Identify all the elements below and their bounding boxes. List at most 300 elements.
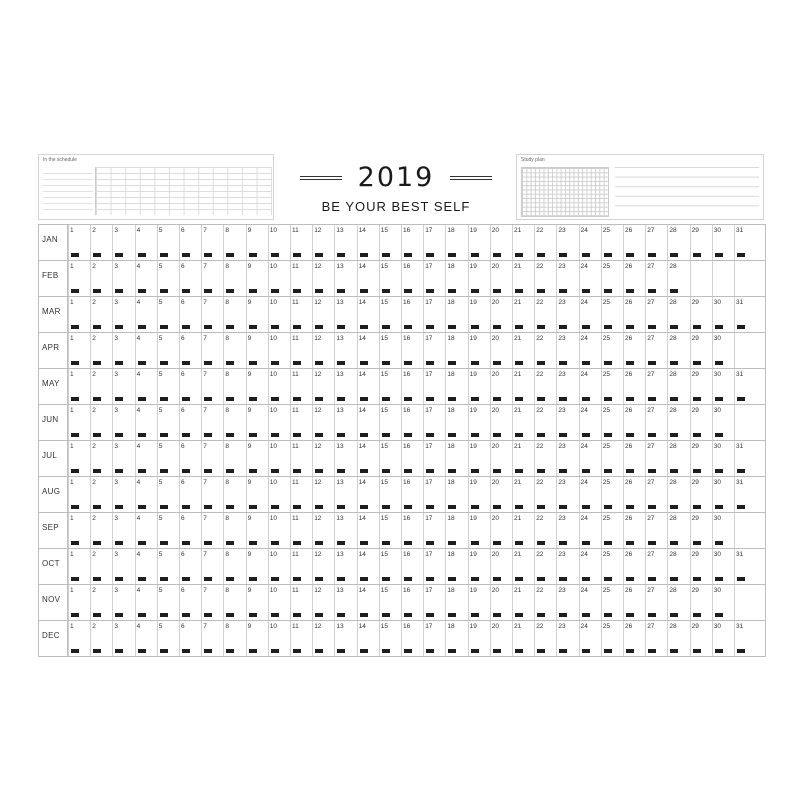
day-number: 4: [136, 479, 141, 486]
day-number: 12: [314, 515, 322, 522]
weekday-marker: [493, 649, 501, 653]
day-cell: [445, 261, 467, 296]
day-cell: [179, 513, 201, 548]
day-number: 7: [203, 479, 207, 486]
weekday-marker: [115, 541, 123, 545]
weekday-marker: [93, 613, 101, 617]
weekday-marker: [271, 289, 279, 293]
day-number: 1: [70, 227, 74, 234]
day-cell: [290, 261, 312, 296]
day-cell: [312, 405, 334, 440]
weekday-marker: [670, 541, 678, 545]
day-cell: [490, 621, 512, 656]
day-cell: [512, 477, 534, 512]
day-number: 10: [269, 407, 278, 414]
day-cell: [512, 225, 534, 260]
day-number: 10: [269, 623, 278, 630]
day-number: 29: [691, 551, 699, 558]
weekday-marker: [626, 361, 634, 365]
day-number: 24: [580, 551, 588, 558]
day-number: 11: [292, 479, 299, 486]
weekday-marker: [182, 541, 190, 545]
day-cell: [490, 513, 512, 548]
weekday-marker: [204, 289, 212, 293]
weekday-marker: [559, 253, 567, 257]
weekday-marker: [160, 649, 168, 653]
weekday-marker: [559, 361, 567, 365]
day-cell: [179, 585, 201, 620]
month-row-sep: [39, 513, 765, 549]
day-cell: [334, 549, 356, 584]
day-cell: [490, 297, 512, 332]
day-cell: [135, 513, 157, 548]
weekday-marker: [71, 649, 79, 653]
weekday-marker: [93, 505, 101, 509]
weekday-marker: [737, 325, 745, 329]
day-number: 25: [602, 515, 611, 522]
day-cell: [246, 621, 268, 656]
day-cell: [490, 369, 512, 404]
day-cell: [357, 333, 379, 368]
weekday-marker: [537, 433, 545, 437]
day-number: 3: [114, 227, 119, 234]
day-number: 18: [447, 407, 455, 414]
day-cell: [379, 477, 401, 512]
day-number: 5: [158, 479, 163, 486]
weekday-marker: [93, 469, 101, 473]
day-number: 9: [247, 335, 252, 342]
day-number: 23: [558, 227, 566, 234]
weekday-marker: [249, 289, 257, 293]
day-cell: [601, 297, 623, 332]
weekday-marker: [204, 649, 212, 653]
weekday-marker: [471, 289, 479, 293]
weekday-marker: [693, 613, 701, 617]
weekday-marker: [537, 469, 545, 473]
day-cell: [423, 261, 445, 296]
weekday-marker: [426, 325, 434, 329]
day-cell: [623, 261, 645, 296]
day-number: 9: [247, 515, 252, 522]
day-cell: [379, 333, 401, 368]
weekday-marker: [604, 397, 612, 401]
day-number: 7: [203, 623, 207, 630]
day-number: 21: [514, 371, 522, 378]
schedule-panel: [38, 154, 274, 220]
weekday-marker: [360, 325, 368, 329]
day-number: 4: [136, 263, 141, 270]
day-number: 24: [580, 299, 588, 306]
day-number: 24: [580, 335, 588, 342]
day-number: 2: [92, 587, 96, 594]
day-number: 17: [425, 227, 433, 234]
day-cell: [223, 513, 245, 548]
day-cell: [423, 585, 445, 620]
day-number: 31: [736, 371, 744, 378]
day-number: 17: [425, 407, 433, 414]
day-number: 23: [558, 371, 566, 378]
day-number: 29: [691, 515, 699, 522]
weekday-marker: [182, 253, 190, 257]
day-cell: [445, 225, 467, 260]
day-cell: [112, 405, 134, 440]
day-number: 24: [580, 587, 588, 594]
day-cell: [246, 261, 268, 296]
weekday-marker: [737, 505, 745, 509]
day-number: 12: [314, 479, 322, 486]
weekday-marker: [626, 469, 634, 473]
weekday-marker: [71, 577, 79, 581]
day-cell: [157, 585, 179, 620]
day-cell: [667, 333, 689, 368]
month-row-apr: [39, 333, 765, 369]
day-cell: [712, 477, 734, 512]
day-cell: [579, 441, 601, 476]
day-cell: [468, 585, 490, 620]
day-cell: [135, 621, 157, 656]
weekday-marker: [471, 649, 479, 653]
weekday-marker: [404, 361, 412, 365]
day-number: 28: [669, 371, 677, 378]
day-cell: [179, 441, 201, 476]
day-cell: [534, 297, 556, 332]
day-cell: [357, 513, 379, 548]
day-cell: [423, 369, 445, 404]
weekday-marker: [448, 325, 456, 329]
weekday-marker: [670, 325, 678, 329]
day-number: 14: [358, 335, 366, 342]
weekday-marker: [404, 433, 412, 437]
weekday-marker: [559, 649, 567, 653]
day-cell: [290, 513, 312, 548]
weekday-marker: [249, 397, 257, 401]
day-number: 14: [358, 551, 366, 558]
day-number: 6: [181, 443, 185, 450]
day-cell: [645, 441, 667, 476]
day-number: 10: [269, 479, 278, 486]
day-number: 8: [225, 227, 230, 234]
weekday-marker: [426, 433, 434, 437]
day-cell: [334, 261, 356, 296]
weekday-marker: [226, 469, 234, 473]
day-number: 10: [269, 263, 278, 270]
day-cell: [601, 477, 623, 512]
day-cell: [690, 477, 712, 512]
day-cell: [712, 369, 734, 404]
day-number: 27: [647, 371, 655, 378]
day-number: 19: [469, 299, 477, 306]
day-cell: [445, 405, 467, 440]
day-cell: [112, 369, 134, 404]
day-number: 4: [136, 371, 141, 378]
weekday-marker: [226, 433, 234, 437]
day-number: 15: [380, 443, 389, 450]
day-cell: [312, 333, 334, 368]
day-number: 30: [713, 227, 722, 234]
day-cell: [579, 513, 601, 548]
weekday-marker: [182, 613, 190, 617]
day-number: 28: [669, 623, 677, 630]
day-cell: [379, 585, 401, 620]
weekday-marker: [315, 289, 323, 293]
weekday-marker: [604, 541, 612, 545]
day-number: 1: [70, 623, 74, 630]
day-number: 26: [625, 587, 633, 594]
weekday-marker: [582, 541, 590, 545]
weekday-marker: [582, 649, 590, 653]
day-number: 5: [158, 407, 163, 414]
weekday-marker: [160, 505, 168, 509]
weekday-marker: [293, 577, 301, 581]
day-cell: [312, 261, 334, 296]
day-number: 31: [736, 227, 744, 234]
study-plan-lines: [615, 167, 759, 215]
day-cell: [445, 477, 467, 512]
weekday-marker: [604, 361, 612, 365]
day-cell: [423, 405, 445, 440]
day-number: 7: [203, 263, 207, 270]
weekday-marker: [71, 469, 79, 473]
day-number: 1: [70, 443, 74, 450]
weekday-marker: [160, 325, 168, 329]
day-cell: [334, 405, 356, 440]
weekday-marker: [271, 361, 279, 365]
day-number: 15: [380, 623, 389, 630]
day-cell: [157, 549, 179, 584]
day-cell: [290, 369, 312, 404]
weekday-marker: [115, 613, 123, 617]
weekday-marker: [715, 505, 723, 509]
weekday-marker: [271, 253, 279, 257]
day-cell: [601, 405, 623, 440]
day-number: 19: [469, 623, 477, 630]
day-cell: [90, 225, 112, 260]
weekday-marker: [93, 433, 101, 437]
day-cell: [534, 621, 556, 656]
day-cell: [223, 225, 245, 260]
day-cell: [623, 477, 645, 512]
weekday-marker: [471, 433, 479, 437]
day-cell: [290, 477, 312, 512]
weekday-marker: [737, 253, 745, 257]
day-number: 1: [70, 479, 74, 486]
day-cell: [468, 477, 490, 512]
day-number: 5: [158, 515, 163, 522]
weekday-marker: [226, 613, 234, 617]
day-number: 17: [425, 479, 433, 486]
weekday-marker: [404, 505, 412, 509]
day-cell: [534, 513, 556, 548]
day-cell: [179, 477, 201, 512]
day-cell: [357, 621, 379, 656]
day-cell: [90, 297, 112, 332]
day-number: 9: [247, 299, 252, 306]
day-cells: [68, 225, 765, 260]
weekday-marker: [204, 325, 212, 329]
weekday-marker: [204, 613, 212, 617]
day-cell: [579, 477, 601, 512]
day-number: 17: [425, 551, 433, 558]
day-number: 30: [713, 551, 722, 558]
day-cell: [246, 477, 268, 512]
day-number: 29: [691, 335, 699, 342]
day-cell: [601, 621, 623, 656]
day-cell: [179, 621, 201, 656]
day-number: 15: [380, 407, 389, 414]
weekday-marker: [249, 541, 257, 545]
day-number: 15: [380, 227, 389, 234]
day-cell: [290, 405, 312, 440]
weekday-marker: [249, 361, 257, 365]
day-number: 12: [314, 335, 322, 342]
day-number: 27: [647, 407, 655, 414]
weekday-marker: [315, 541, 323, 545]
day-number: 29: [691, 623, 699, 630]
month-row-may: [39, 369, 765, 405]
weekday-marker: [249, 649, 257, 653]
day-number: 17: [425, 335, 433, 342]
weekday-marker: [515, 289, 523, 293]
day-cell: [379, 261, 401, 296]
day-cell: [379, 225, 401, 260]
day-cell: [623, 225, 645, 260]
day-number: 29: [691, 407, 699, 414]
weekday-marker: [293, 361, 301, 365]
day-cell: [690, 585, 712, 620]
weekday-marker: [71, 613, 79, 617]
day-number: 12: [314, 587, 322, 594]
day-cell: [712, 549, 734, 584]
weekday-marker: [382, 577, 390, 581]
month-row-nov: [39, 585, 765, 621]
day-cell: [112, 585, 134, 620]
month-label: DEC: [42, 631, 60, 640]
day-cell: [179, 549, 201, 584]
day-cell: [712, 621, 734, 656]
day-number: 9: [247, 407, 252, 414]
day-cell: [623, 441, 645, 476]
weekday-marker: [471, 325, 479, 329]
day-cell: [312, 225, 334, 260]
weekday-marker: [337, 541, 345, 545]
day-cell: [334, 333, 356, 368]
weekday-marker: [448, 253, 456, 257]
day-cell: [312, 549, 334, 584]
weekday-marker: [204, 397, 212, 401]
day-number: 25: [602, 371, 611, 378]
day-cell: [334, 369, 356, 404]
day-number: 1: [70, 515, 74, 522]
day-number: 29: [691, 479, 699, 486]
day-number: 13: [336, 299, 344, 306]
day-number: 17: [425, 623, 433, 630]
day-cell: [312, 621, 334, 656]
weekday-marker: [448, 289, 456, 293]
month-label-cell: [39, 621, 68, 656]
day-number: 1: [70, 263, 74, 270]
weekday-marker: [426, 649, 434, 653]
weekday-marker: [493, 469, 501, 473]
weekday-marker: [537, 397, 545, 401]
weekday-marker: [71, 253, 79, 257]
weekday-marker: [471, 253, 479, 257]
day-cell: [334, 621, 356, 656]
weekday-marker: [404, 397, 412, 401]
day-cell: [667, 621, 689, 656]
day-cell: [601, 585, 623, 620]
day-cell: [667, 549, 689, 584]
month-label-cell: [39, 405, 68, 440]
weekday-marker: [382, 469, 390, 473]
day-number: 14: [358, 515, 366, 522]
day-number: 20: [491, 551, 500, 558]
day-cell: [135, 441, 157, 476]
weekday-marker: [559, 289, 567, 293]
day-number: 22: [536, 227, 544, 234]
day-number: 2: [92, 371, 96, 378]
day-number: 19: [469, 371, 477, 378]
day-cell: [623, 585, 645, 620]
day-cell: [357, 477, 379, 512]
day-number: 3: [114, 515, 119, 522]
weekday-marker: [426, 289, 434, 293]
day-number: 26: [625, 407, 633, 414]
weekday-marker: [115, 433, 123, 437]
weekday-marker: [559, 325, 567, 329]
weekday-marker: [382, 325, 390, 329]
day-cell: [690, 441, 712, 476]
weekday-marker: [493, 397, 501, 401]
day-number: 21: [514, 263, 522, 270]
weekday-marker: [670, 289, 678, 293]
day-number: 2: [92, 407, 96, 414]
weekday-marker: [670, 253, 678, 257]
weekday-marker: [515, 433, 523, 437]
day-cells: [68, 549, 765, 584]
weekday-marker: [670, 577, 678, 581]
weekday-marker: [293, 505, 301, 509]
weekday-marker: [138, 397, 146, 401]
day-cell: [423, 513, 445, 548]
day-cell: [90, 441, 112, 476]
day-cells: [68, 333, 765, 368]
weekday-marker: [582, 289, 590, 293]
weekday-marker: [559, 397, 567, 401]
day-cell: [401, 333, 423, 368]
day-cell: [667, 261, 689, 296]
day-number: 24: [580, 443, 588, 450]
day-cells: [68, 585, 765, 620]
day-cell: [357, 585, 379, 620]
day-number: 6: [181, 551, 185, 558]
day-cell: [534, 585, 556, 620]
weekday-marker: [360, 613, 368, 617]
study-plan-panel: [516, 154, 764, 220]
day-cell: [312, 477, 334, 512]
day-number: 11: [292, 551, 299, 558]
day-cell: [423, 549, 445, 584]
day-cell: [490, 441, 512, 476]
weekday-marker: [337, 397, 345, 401]
weekday-marker: [271, 469, 279, 473]
weekday-marker: [160, 577, 168, 581]
day-number: 27: [647, 335, 655, 342]
day-number: 7: [203, 335, 207, 342]
weekday-marker: [204, 577, 212, 581]
study-plan-grid: [521, 167, 609, 217]
weekday-marker: [559, 433, 567, 437]
weekday-marker: [604, 505, 612, 509]
